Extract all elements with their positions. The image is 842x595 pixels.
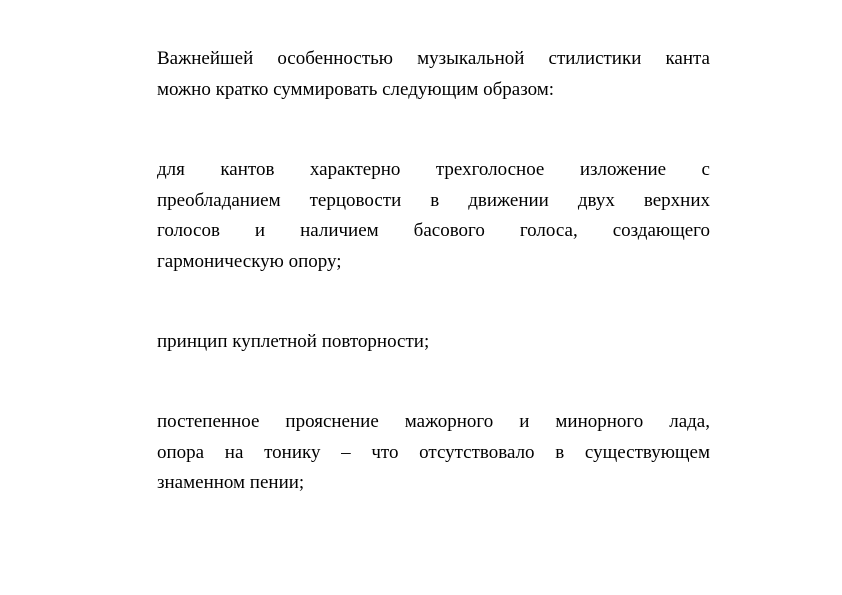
paragraph-line: преобладанием терцовости в движении двух верхних	[157, 189, 710, 211]
paragraph-line: гармоническую опору;	[157, 250, 342, 272]
paragraph-line: Важнейшей особенностью музыкальной стилистики канта	[157, 48, 710, 69]
paragraph-line: знаменном пении;	[157, 472, 305, 493]
paragraph-three-voice	[157, 155, 710, 277]
paragraph-line: принцип куплетной повторности;	[157, 331, 430, 352]
paragraph-line: можно кратко суммировать следующим образом:	[157, 78, 555, 100]
paragraph-line: постепенное прояснение мажорного и минорного лада,	[157, 411, 710, 432]
paragraph-modes	[157, 407, 710, 499]
paragraph-line: для кантов характерно трехголосное изложение с	[157, 159, 710, 180]
paragraph-couplet	[157, 327, 710, 358]
paragraph-line: опора на тонику – что отсутствовало в существующем	[157, 441, 710, 463]
paragraph-intro	[157, 44, 710, 105]
paragraph-line: голосов и наличием басового голоса, создающего	[157, 220, 710, 241]
